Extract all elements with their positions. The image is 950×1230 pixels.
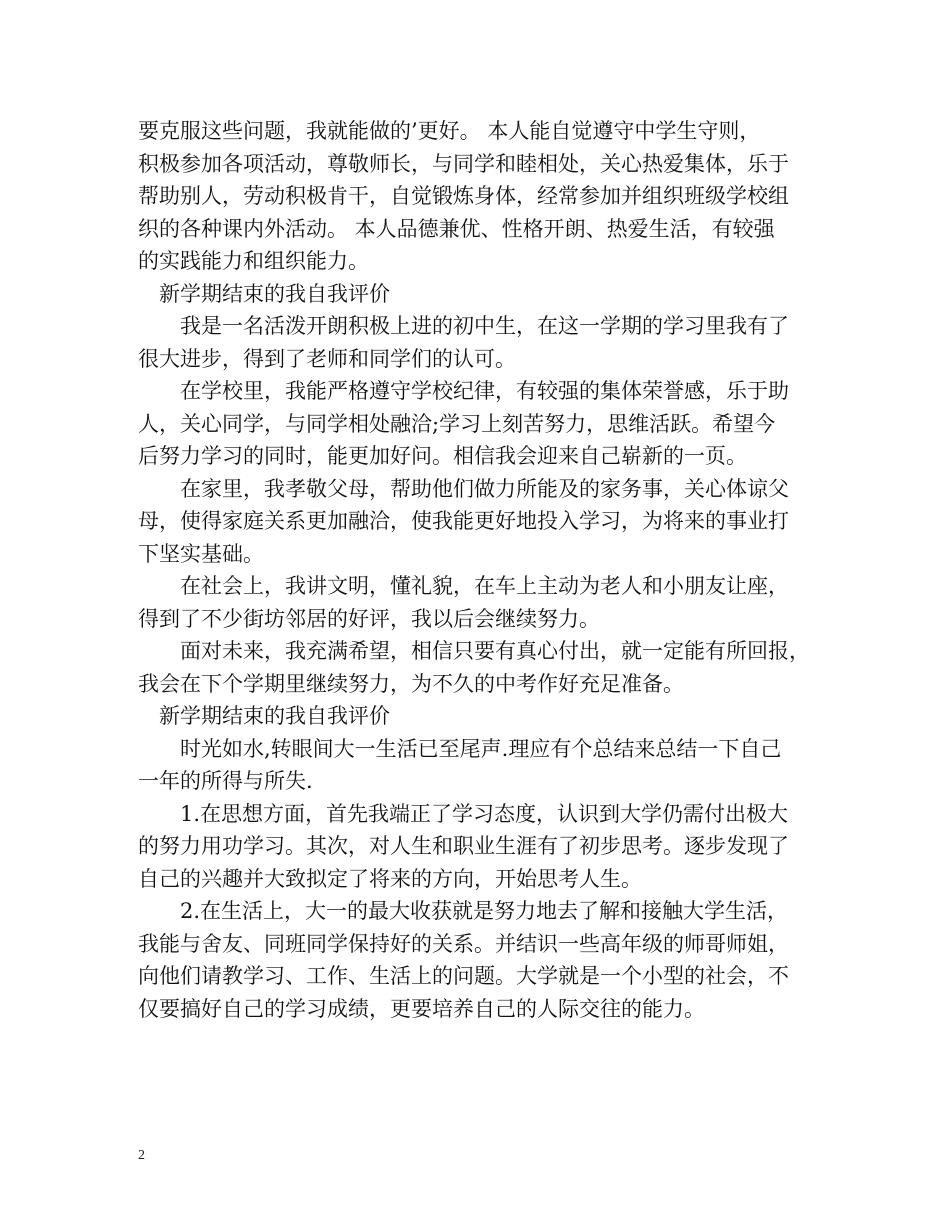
text-line: 我是一名活泼开朗积极上进的初中生，在这一学期的学习里我有了 — [180, 314, 789, 338]
text-line: 后努力学习的同时，能更加好问。相信我会迎来自己崭新的一页。 — [138, 444, 747, 468]
text-line: 得到了不少街坊邻居的好评，我以后会继续努力。 — [138, 606, 600, 631]
page-number: 2 — [138, 1148, 145, 1163]
text-line: 要克服这些问题，我就能做的’更好。 本人能自觉遵守中学生守则， — [138, 119, 761, 143]
text-line: 在社会上，我讲文明，懂礼貌，在车上主动为老人和小朋友让座， — [180, 574, 789, 598]
text-line: 我会在下个学期里继续努力，为不久的中考作好充足准备。 — [138, 671, 684, 696]
text-line: 向他们请教学习、工作、生活上的问题。大学就是一个小型的社会，不 — [138, 964, 789, 988]
text-line: 面对未来，我充满希望，相信只要有真心付出，就一定能有所回报， — [180, 639, 810, 663]
text-line: 帮助别人，劳动积极肯干，自觉锻炼身体，经常参加并组织班级学校组 — [138, 184, 789, 208]
text-line: 2.在生活上，大一的最大收获就是努力地去了解和接触大学生活， — [180, 899, 789, 923]
text-line: 自己的兴趣并大致拟定了将来的方向，开始思考人生。 — [138, 866, 642, 891]
text-line: 人，关心同学，与同学相处融洽;学习上刻苦努力，思维活跃。希望今 — [138, 411, 776, 436]
text-line: 的实践能力和组织能力。 — [138, 249, 369, 273]
text-line: 母，使得家庭关系更加融洽，使我能更好地投入学习，为将来的事业打 — [138, 509, 789, 533]
section-heading: 新学期结束的我自我评价 — [159, 281, 390, 306]
text-line: 在学校里，我能严格遵守学校纪律，有较强的集体荣誉感，乐于助 — [180, 379, 789, 403]
text-line: 时光如水,转眼间大一生活已至尾声.理应有个总结来总结一下自己 — [180, 736, 782, 761]
document-body — [138, 115, 828, 1025]
section-heading: 新学期结束的我自我评价 — [159, 704, 390, 728]
text-line: 我能与舍友、同班同学保持好的关系。并结识一些高年级的师哥师姐， — [138, 931, 789, 956]
text-line: 下坚实基础。 — [138, 541, 264, 566]
text-line: 1.在思想方面，首先我端正了学习态度，认识到大学仍需付出极大 — [180, 801, 789, 826]
text-line: 很大进步，得到了老师和同学们的认可。 — [138, 346, 516, 371]
text-line: 在家里，我孝敬父母，帮助他们做力所能及的家务事，关心体谅父 — [180, 476, 789, 501]
text-line: 织的各种课内外活动。 本人品德兼优、性格开朗、热爱生活，有较强 — [138, 216, 775, 241]
text-line: 仅要搞好自己的学习成绩，更要培养自己的人际交往的能力。 — [138, 996, 705, 1021]
text-line: 积极参加各项活动，尊敬师长，与同学和睦相处，关心热爱集体，乐于 — [138, 151, 789, 176]
text-line: 一年的所得与所失. — [138, 769, 313, 793]
text-line: 的努力用功学习。其次，对人生和职业生涯有了初步思考。逐步发现了 — [138, 834, 789, 858]
